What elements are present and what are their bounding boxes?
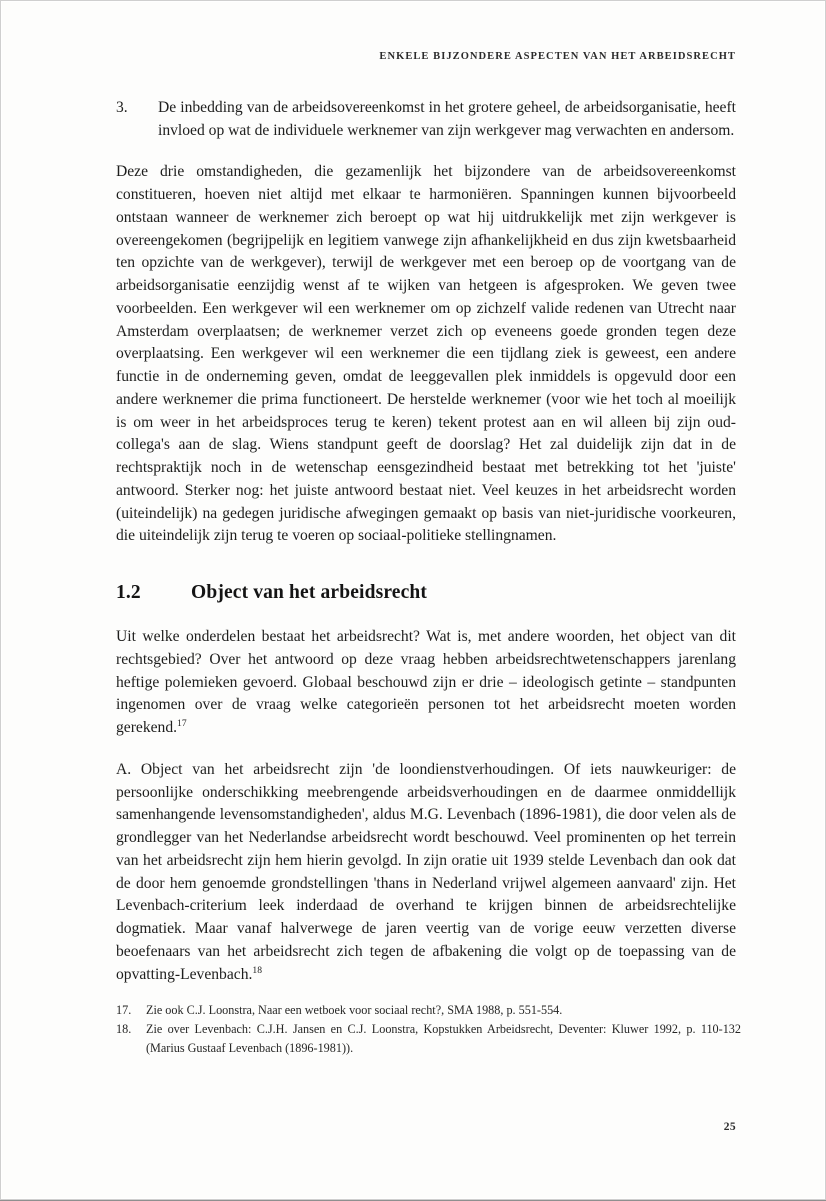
section-title: Object van het arbeidsrecht: [191, 582, 428, 604]
footnote-item: [116, 1020, 741, 1057]
section-number: 1.2: [116, 582, 141, 604]
page-number: 25: [723, 1121, 736, 1133]
paragraph-3: [116, 759, 736, 987]
paragraph-3-text: A. Object van het arbeidsrecht zijn 'de loondienstverhoudingen. Of iets nauwkeuriger: de persoonlijke onderschikking meebrengende arbeidsverhoudingen en de daarmee onmiddellijk samenhangende levensomstandigheden', aldus M.G. Levenbach (1896-1981), die door velen als de grondlegger van het Nederlandse arbeidsrecht wordt beschouwd. Veel prominenten op het terrein van het arbeidsrecht zijn hem hierin gevolgd. In zijn oratie uit 1939 stelde Levenbach dan ook dat de door hem genoemde grondstellingen 'thans in Nederland vrijwel algemeen aanvaard' zijn. Het Levenbach-criterium leek inderdaad de overhand te krijgen binnen de arbeidsrechtelijke dogmatiek. Maar vanaf halverwege de jaren veertig van de vorige eeuw verzetten diverse beoefenaars van het arbeidsrecht zich tegen de afbakening die volgt op de toepassing van de opvatting-Levenbach.: [116, 760, 736, 983]
paragraph-2: [116, 626, 736, 740]
footnote-text: Zie over Levenbach: C.J.H. Jansen en C.J. Loonstra, Kopstukken Arbeidsrecht, Deventer: Kluwer 1992, p. 110-132 (Marius Gustaaf Levenbach (1896-1981)).: [146, 1022, 741, 1055]
section-heading: [116, 582, 736, 604]
running-head: ENKELE BIJZONDERE ASPECTEN VAN HET ARBEIDSRECHT: [379, 51, 736, 62]
list-item-number: 3.: [116, 99, 128, 116]
footnote-marker-18[interactable]: 18: [252, 964, 262, 976]
footnote-number: 17.: [116, 1003, 132, 1017]
paragraph-1: Deze drie omstandigheden, die gezamenlijk het bijzondere van de arbeidsovereenkomst constitueren, hoeven niet altijd met elkaar te harmoniëren. Spanningen kunnen bijvoorbeeld ontstaan wanneer de werknemer zich beroept op wat hij uitdrukkelijk met zijn werkgever is overeengekomen (begrijpelijk en legitiem vanwege zijn afhankelijkheid en dus zijn kwetsbaarheid ten opzichte van de werkgever), terwijl de werkgever met een beroep op de voortgang van de arbeidsorganisatie eenzijdig wenst af te wijken van hetgeen is afgesproken. We geven twee voorbeelden. Een werkgever wil een werknemer om op zichzelf valide redenen van Utrecht naar Amsterdam overplaatsen; de werknemer verzet zich op eveneens goede gronden tegen deze overplaatsing. Een werkgever wil een werknemer die een tijdlang ziek is geweest, een andere functie in de onderneming geven, omdat de leeggevallen plek inmiddels is opgevuld door een andere werknemer die prima functioneert. De herstelde werknemer (voor wie het toch al moeilijk is om weer in het arbeidsproces terug te keren) tekent protest aan en wil alleen bij zijn oud-collega's aan de slag. Wiens standpunt geeft de doorslag? Het zal duidelijk zijn dat in de rechtspraktijk noch in de wetenschap eensgezindheid bestaat met betrekking tot het 'juiste' antwoord. Sterker nog: het juiste antwoord bestaat niet. Veel keuzes in het arbeidsrecht worden (uiteindelijk) na gedegen juridische afwegingen gemaakt op basis van niet-juridische voorkeuren, die uiteindelijk zijn terug te voeren op sociaal-politieke stellingnamen.: [116, 163, 736, 545]
footnote-item: [116, 1001, 741, 1019]
footnotes-region: [116, 1001, 741, 1057]
footnote-number: 18.: [116, 1022, 132, 1037]
footnote-marker-17[interactable]: 17: [177, 717, 187, 729]
numbered-list-item: [116, 97, 736, 142]
paragraph-spacer: [116, 142, 736, 161]
footnote-text: Zie ook C.J. Loonstra, Naar een wetboek voor sociaal recht?, SMA 1988, p. 551-554.: [146, 1003, 563, 1017]
paragraph-spacer: [116, 740, 736, 759]
body-text-region: [116, 97, 736, 986]
paragraph-2-text: Uit welke onderdelen bestaat het arbeidsrecht? Wat is, met andere woorden, het object van dit rechtsgebied? Over het antwoord op deze vraag hebben arbeidsrechtwetenschappers jarenlang heftige polemieken gevoerd. Globaal beschouwd zijn er drie – ideologisch getinte – standpunten ingenomen over de vraag welke categorieën personen tot het arbeidsrecht moeten worden gerekend.: [116, 628, 736, 737]
page-content-area: [116, 1, 741, 1201]
list-item-text: De inbedding van de arbeidsovereenkomst in het grotere geheel, de arbeidsorganisatie, heeft invloed op wat de individuele werknemer van zijn werkgever mag verwachten en andersom.: [158, 99, 736, 139]
